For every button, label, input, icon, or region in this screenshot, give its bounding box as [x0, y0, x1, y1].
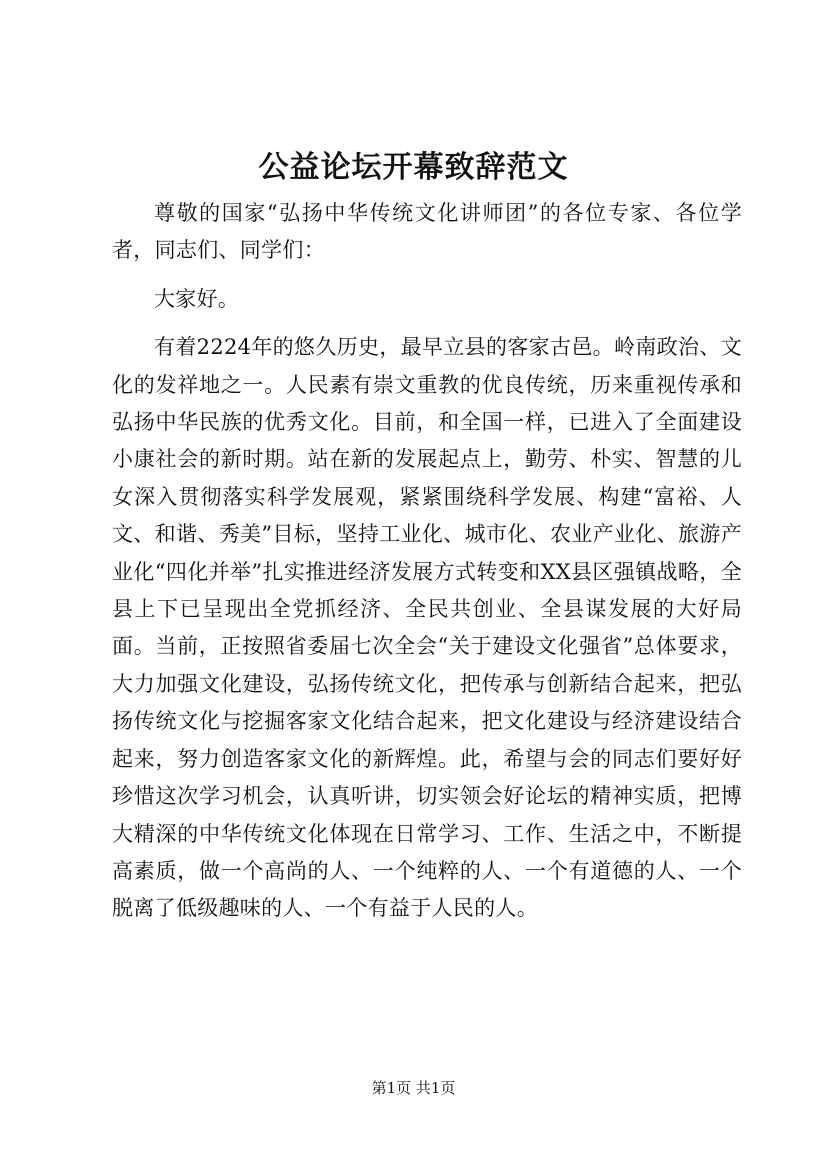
salutation-paragraph: 尊敬的国家“弘扬中华传统文化讲师团”的各位专家、各位学者，同志们、同学们： — [112, 201, 742, 263]
greeting-paragraph: 大家好。 — [154, 286, 240, 311]
page-number-footer: 第1页 共1页 — [371, 1079, 456, 1097]
main-paragraph: 有着2224年的悠久历史，最早立县的客家古邑。岭南政治、文化的发祥地之一。人民素有崇文重教的优良传统，历来重视传承和弘扬中华民族的优秀文化。目前，和全国一样，已进入了全面建设小康社会的新时期。站在新的发展起点上，勤劳、朴实、智慧的儿女深入贯彻落实科学发展观，紧紧围绕科学发展、构建“富裕、人文、和谐、秀美”目标，坚持工业化、城市化、农业产业化、旅游产业化“四化并举”扎实推进经济发展方式转变和XX县区强镇战略，全县上下已呈现出全党抓经济、全民共创业、全县谋发展的大好局面。当前，正按照省委届七次全会“关于建设文化强省”总体要求，大力加强文化建设，弘扬传统文化，把传承与创新结合起来，把弘扬传统文化与挖掘客家文化结合起来，把文化建设与经济建设结合起来，努力创造客家文化的新辉煌。此，希望与会的同志们要好好珍惜这次学习机会，认真听讲，切实领会好论坛的精神实质，把博大精深的中华传统文化体现在日常学习、工作、生活之中，不断提高素质，做一个高尚的人、一个纯粹的人、一个有道德的人、一个脱离了低级趣味的人、一个有益于人民的人。 — [112, 335, 742, 921]
document-title: 公益论坛开幕致辞范文 — [258, 150, 569, 185]
document-body — [112, 195, 742, 928]
